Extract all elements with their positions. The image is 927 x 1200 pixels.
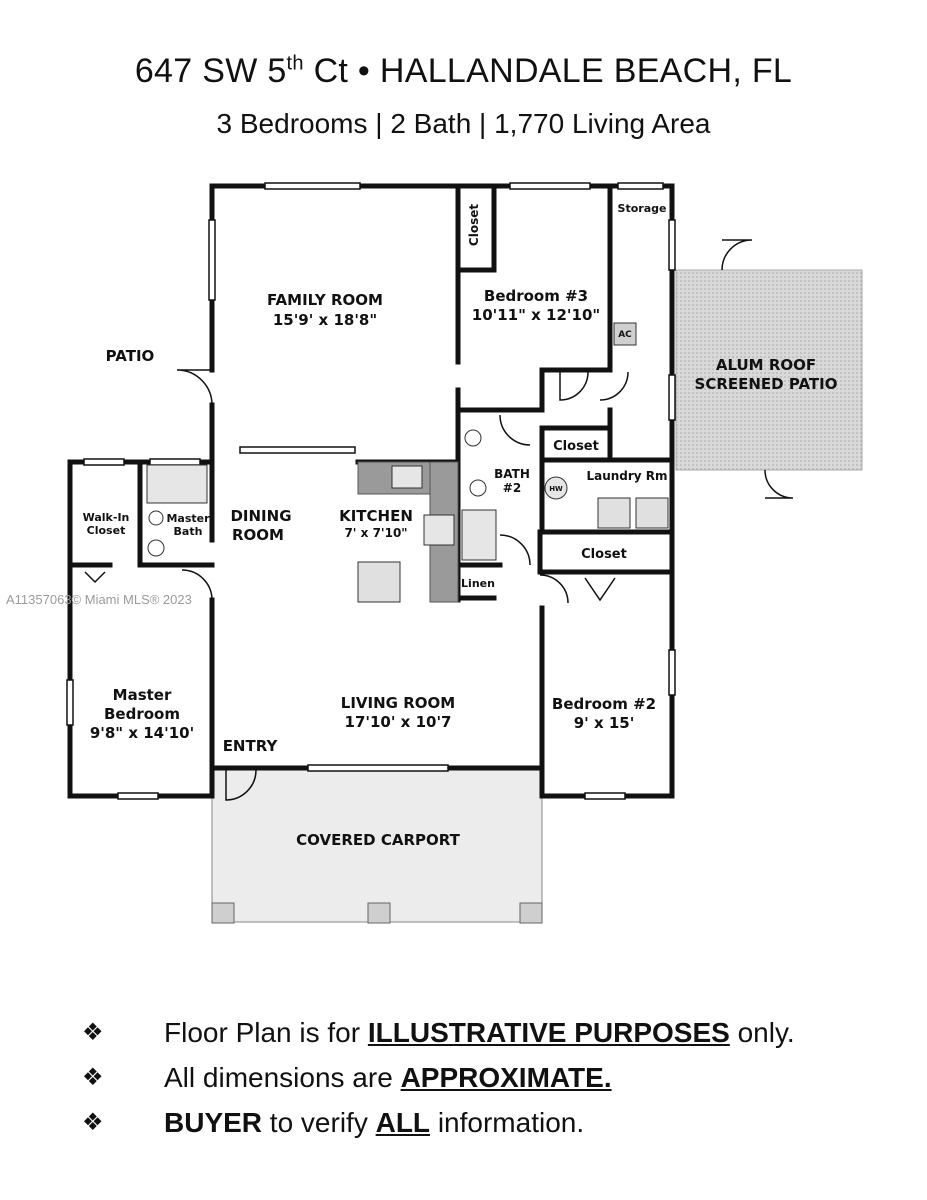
note-item [82,1100,882,1145]
bedroom3-dims: 10'11" x 12'10" [471,306,601,324]
note-text: BUYER to verify ALL information. [164,1106,585,1138]
family-room-dims: 15'9' x 18'8" [272,311,378,329]
bath2-line2: #2 [502,481,522,495]
toilet-bath2 [470,480,486,496]
property-summary: 3 Bedrooms | 2 Bath | 1,770 Living Area [216,108,711,139]
diamond-bullet-icon: ❖ [82,1064,104,1091]
living-room-dims: 17'10' x 10'7 [344,713,452,731]
master-bath-line1: Master [166,512,210,525]
master-bedroom-dims: 9'8" x 14'10' [89,724,195,742]
carport-post [520,903,542,923]
disclaimer-notes [82,1010,882,1145]
diamond-bullet-icon: ❖ [82,1019,104,1046]
carport-post [212,903,234,923]
dryer [636,498,668,528]
kitchen-dims: 7' x 7'10" [344,526,408,540]
closet-b2-label: Closet [581,547,627,562]
shower-master [147,465,207,503]
closet-b3-label: Closet [467,203,481,247]
stove [424,515,454,545]
note-item [82,1010,882,1055]
entry-label: ENTRY [222,737,278,755]
hw-label: HW [549,485,563,493]
kitchen-sink [392,466,422,488]
diamond-bullet-icon: ❖ [82,1109,104,1136]
sink-master [149,511,163,525]
dining-line1: DINING [230,507,292,525]
sink-bath2 [465,430,481,446]
walkin-line2: Closet [86,524,126,537]
ac-label: AC [618,330,632,340]
mls-watermark: A11357063© Miami MLS® 2023 [6,592,192,607]
screened-patio-line1: ALUM ROOF [715,356,817,374]
living-room-name: LIVING ROOM [340,694,456,712]
bath2-line1: BATH [494,467,530,481]
shower-bath2 [462,510,496,560]
bedroom2-name: Bedroom #2 [551,695,657,713]
fridge [358,562,400,602]
family-room-name: FAMILY ROOM [267,291,383,309]
note-text: Floor Plan is for ILLUSTRATIVE PURPOSES only. [164,1016,795,1048]
hall-closet-label: Closet [553,439,599,454]
screened-patio-line2: SCREENED PATIO [694,375,838,393]
patio-label: PATIO [105,347,155,365]
note-item [82,1055,882,1100]
master-bedroom-line1: Master [112,686,172,704]
bedroom3-name: Bedroom #3 [483,287,589,305]
address-title: 647 SW 5th Ct • HALLANDALE BEACH, FL [134,52,793,90]
washer [598,498,630,528]
toilet-master [148,540,164,556]
kitchen-name: KITCHEN [339,507,413,525]
bedroom2-dims: 9' x 15' [573,714,635,732]
carport-post [368,903,390,923]
master-bath-line2: Bath [173,525,203,538]
linen-label: Linen [461,577,495,590]
walkin-line1: Walk-In [82,511,130,524]
master-bedroom-line2: Bedroom [104,705,180,723]
laundry-label: Laundry Rm [586,469,668,483]
carport-label: COVERED CARPORT [296,831,460,849]
note-text: All dimensions are APPROXIMATE. [164,1061,612,1093]
dining-line2: ROOM [232,526,284,544]
storage-label: Storage [617,202,667,215]
